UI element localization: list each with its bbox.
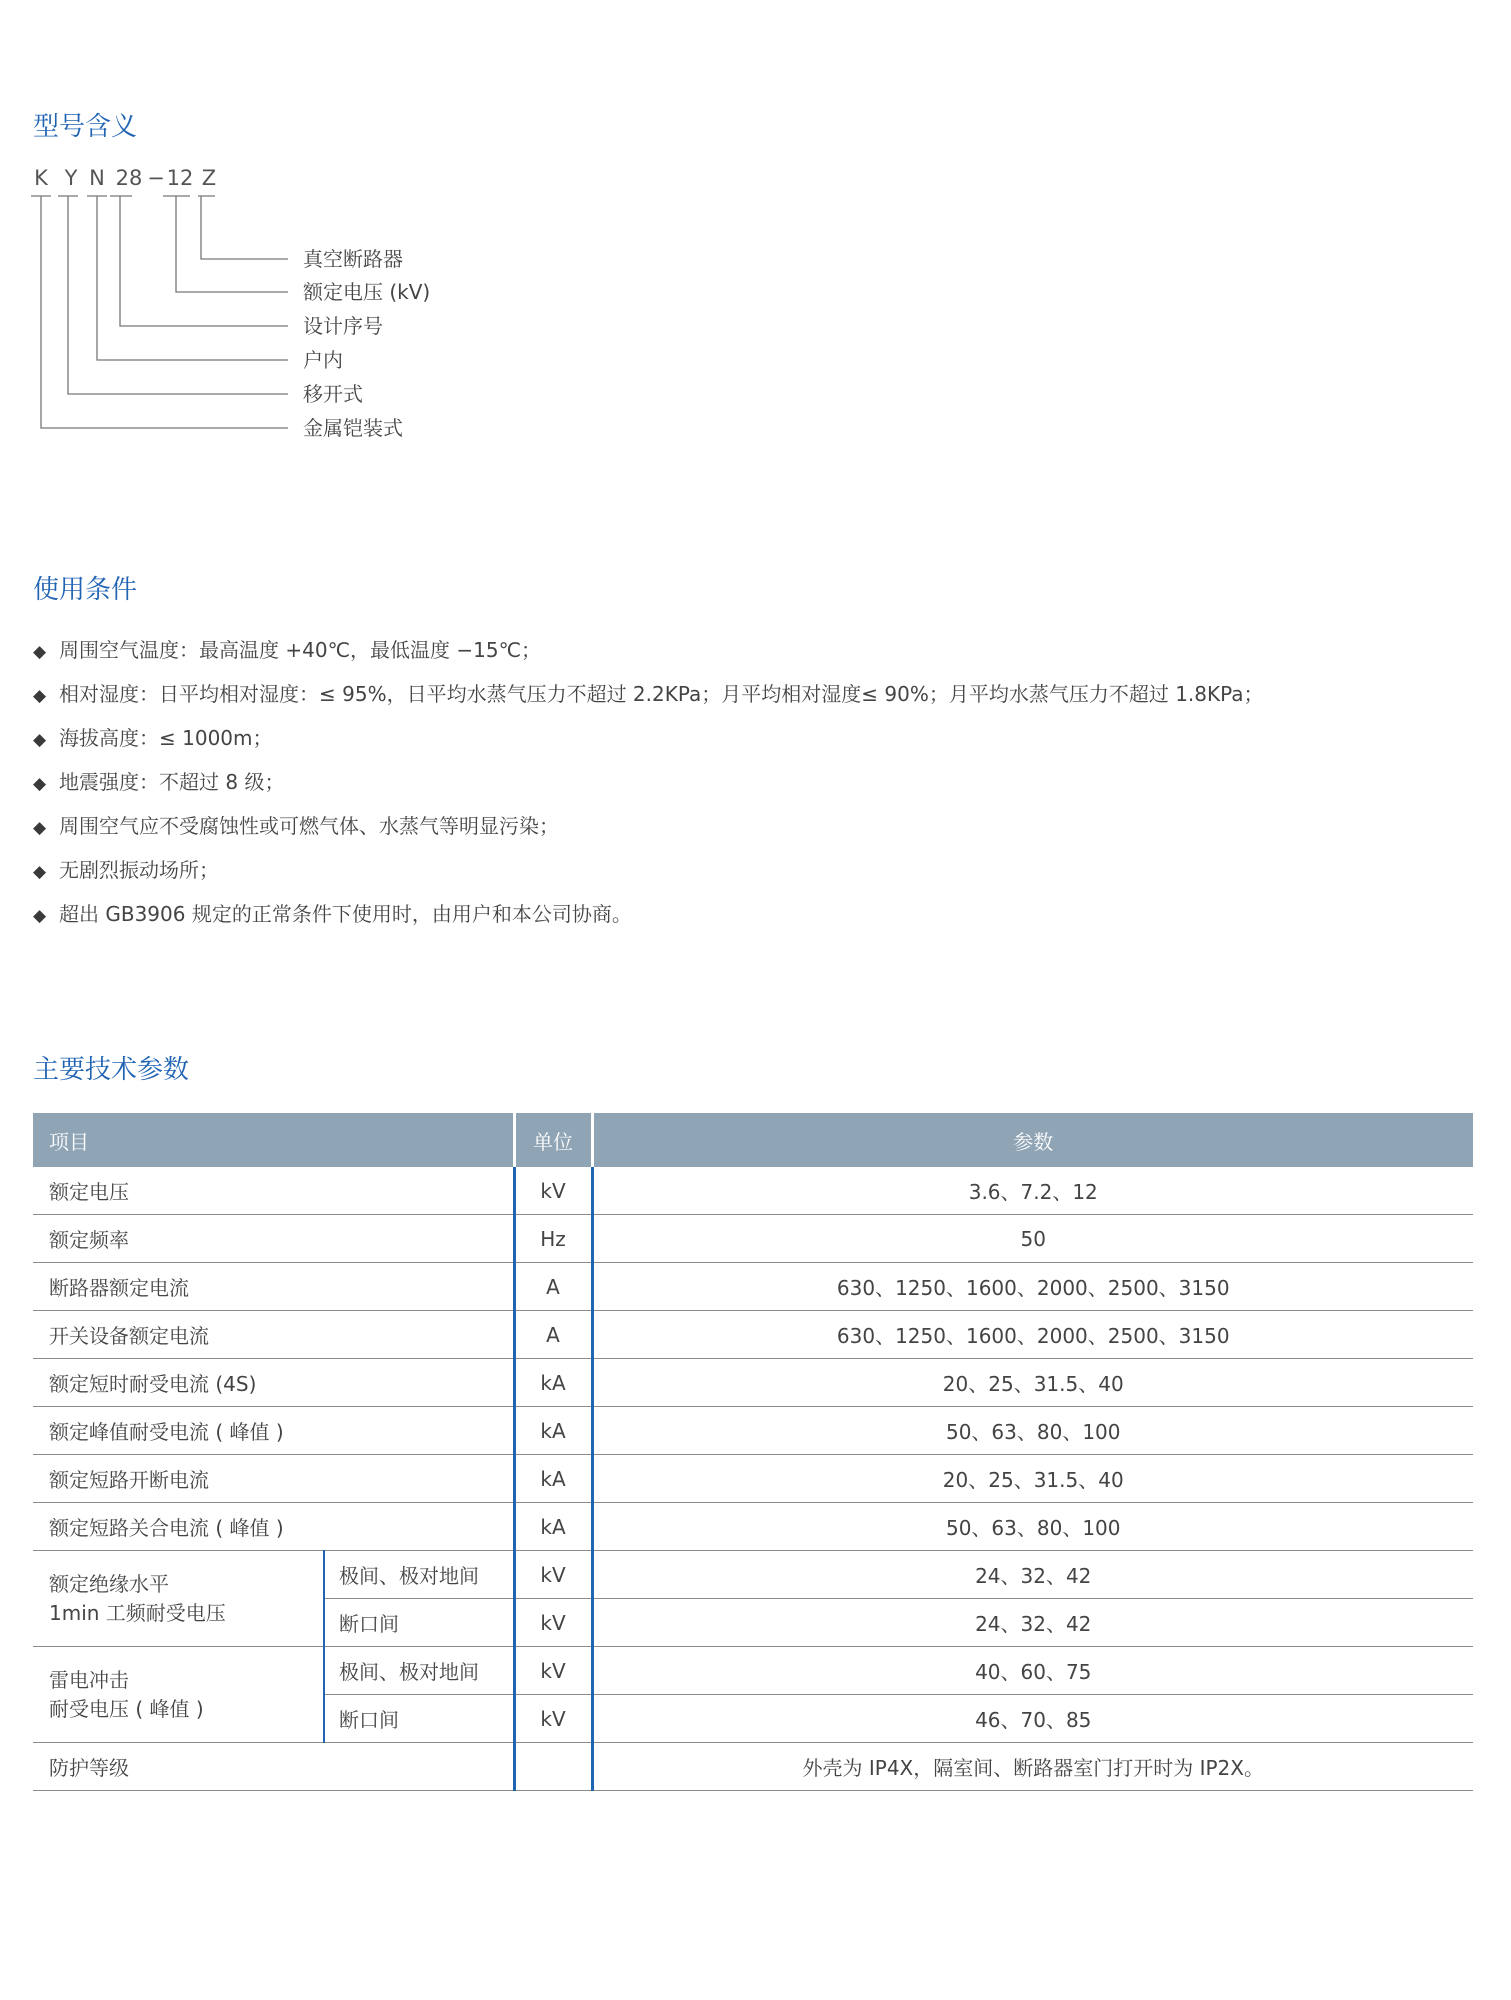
row-value: 20、25、31.5、40	[592, 1359, 1473, 1407]
row-unit: A	[514, 1311, 592, 1359]
condition-item	[33, 628, 1264, 672]
connector-line-28	[120, 196, 288, 326]
conditions-list	[33, 628, 1264, 936]
table-row	[33, 1503, 1473, 1551]
group-line1: 雷电冲击	[49, 1667, 129, 1692]
table-row	[33, 1215, 1473, 1263]
meaning-rated-voltage: 额定电压 (kV)	[303, 280, 431, 304]
condition-item	[33, 848, 1264, 892]
row-unit: kA	[514, 1455, 592, 1503]
condition-item	[33, 760, 1264, 804]
group-insulation-label	[33, 1551, 324, 1647]
table-row	[33, 1263, 1473, 1311]
diamond-icon: ◆	[33, 862, 47, 882]
group-line1: 额定绝缘水平	[49, 1571, 169, 1596]
condition-text: 海拔高度：≤ 1000m；	[59, 726, 273, 750]
connector-line-y	[68, 196, 288, 394]
code-char-12: 12	[166, 166, 194, 190]
group-lightning-label	[33, 1647, 324, 1743]
table-row	[33, 1455, 1473, 1503]
sub-item: 极间、极对地间	[324, 1551, 514, 1599]
row-value: 630、1250、1600、2000、2500、3150	[592, 1311, 1473, 1359]
row-unit: kA	[514, 1359, 592, 1407]
row-item: 额定短路开断电流	[33, 1455, 514, 1503]
connector-line-k	[41, 196, 288, 428]
row-value: 24、32、42	[592, 1551, 1473, 1599]
condition-item	[33, 892, 1264, 936]
row-item: 额定电压	[33, 1167, 514, 1215]
meaning-metal-clad: 金属铠装式	[303, 416, 403, 440]
code-char-k: K	[34, 166, 48, 190]
row-item: 额定峰值耐受电流 ( 峰值 )	[33, 1407, 514, 1455]
table-row	[33, 1647, 1473, 1695]
header-item: 项目	[33, 1113, 514, 1167]
diamond-icon: ◆	[33, 686, 47, 706]
header-unit: 单位	[514, 1113, 592, 1167]
sub-item: 断口间	[324, 1695, 514, 1743]
row-value: 20、25、31.5、40	[592, 1455, 1473, 1503]
condition-text: 超出 GB3906 规定的正常条件下使用时，由用户和本公司协商。	[59, 902, 632, 926]
model-connector-lines	[0, 0, 1511, 460]
meaning-withdrawable: 移开式	[303, 382, 363, 406]
condition-text: 周围空气应不受腐蚀性或可燃气体、水蒸气等明显污染；	[59, 814, 559, 838]
row-unit: kV	[514, 1167, 592, 1215]
row-item: 开关设备额定电流	[33, 1311, 514, 1359]
meaning-indoor: 户内	[303, 348, 343, 372]
header-value: 参数	[592, 1113, 1473, 1167]
condition-text: 周围空气温度：最高温度 +40℃，最低温度 −15℃；	[59, 638, 542, 662]
row-unit: kA	[514, 1407, 592, 1455]
table-row	[33, 1743, 1473, 1791]
connector-line-n	[97, 196, 288, 360]
diamond-icon: ◆	[33, 906, 47, 926]
table-row	[33, 1167, 1473, 1215]
row-unit: kV	[514, 1599, 592, 1647]
row-value: 40、60、75	[592, 1647, 1473, 1695]
condition-item	[33, 672, 1264, 716]
connector-line-z	[201, 196, 288, 259]
row-unit: Hz	[514, 1215, 592, 1263]
code-char-z: Z	[201, 166, 217, 190]
row-unit: kV	[514, 1647, 592, 1695]
code-char-y: Y	[64, 166, 78, 190]
row-unit: A	[514, 1263, 592, 1311]
row-item: 防护等级	[33, 1743, 514, 1791]
row-item: 额定短时耐受电流 (4S)	[33, 1359, 514, 1407]
params-table	[33, 1113, 1473, 1791]
meaning-design-number: 设计序号	[303, 314, 383, 338]
condition-item	[33, 716, 1264, 760]
table-header-row	[33, 1113, 1473, 1167]
row-unit: kV	[514, 1695, 592, 1743]
condition-text: 相对湿度：日平均相对湿度：≤ 95%，日平均水蒸气压力不超过 2.2KPa；月平均相对湿度≤ 90%；月平均水蒸气压力不超过 1.8KPa；	[59, 682, 1264, 706]
section-title-conditions: 使用条件	[33, 575, 138, 605]
sub-item: 极间、极对地间	[324, 1647, 514, 1695]
row-item: 额定频率	[33, 1215, 514, 1263]
diamond-icon: ◆	[33, 642, 47, 662]
connector-line-12	[176, 196, 288, 292]
row-unit: kA	[514, 1503, 592, 1551]
table-row	[33, 1311, 1473, 1359]
row-item: 额定短路关合电流 ( 峰值 )	[33, 1503, 514, 1551]
condition-text: 地震强度：不超过 8 级；	[59, 770, 285, 794]
row-value: 外壳为 IP4X，隔室间、断路器室门打开时为 IP2X。	[592, 1743, 1473, 1791]
diamond-icon: ◆	[33, 730, 47, 750]
group-line2: 耐受电压 ( 峰值 )	[49, 1696, 204, 1721]
row-unit: kV	[514, 1551, 592, 1599]
section-title-model: 型号含义	[33, 112, 138, 142]
code-char-n: N	[89, 166, 105, 190]
section-title-params: 主要技术参数	[33, 1055, 190, 1085]
table-row	[33, 1359, 1473, 1407]
row-value: 50、63、80、100	[592, 1407, 1473, 1455]
table-row	[33, 1551, 1473, 1599]
code-char-dash: −	[147, 166, 165, 190]
row-value: 46、70、85	[592, 1695, 1473, 1743]
sub-item: 断口间	[324, 1599, 514, 1647]
row-item: 断路器额定电流	[33, 1263, 514, 1311]
row-value: 3.6、7.2、12	[592, 1167, 1473, 1215]
row-value: 630、1250、1600、2000、2500、3150	[592, 1263, 1473, 1311]
row-value: 50	[592, 1215, 1473, 1263]
diamond-icon: ◆	[33, 818, 47, 838]
code-char-28: 28	[115, 166, 143, 190]
table-row	[33, 1407, 1473, 1455]
row-value: 24、32、42	[592, 1599, 1473, 1647]
row-unit	[514, 1743, 592, 1791]
diamond-icon: ◆	[33, 774, 47, 794]
condition-text: 无剧烈振动场所；	[59, 858, 219, 882]
meaning-vacuum-breaker: 真空断路器	[303, 247, 403, 271]
group-line2: 1min 工频耐受电压	[49, 1600, 226, 1625]
condition-item	[33, 804, 1264, 848]
row-value: 50、63、80、100	[592, 1503, 1473, 1551]
